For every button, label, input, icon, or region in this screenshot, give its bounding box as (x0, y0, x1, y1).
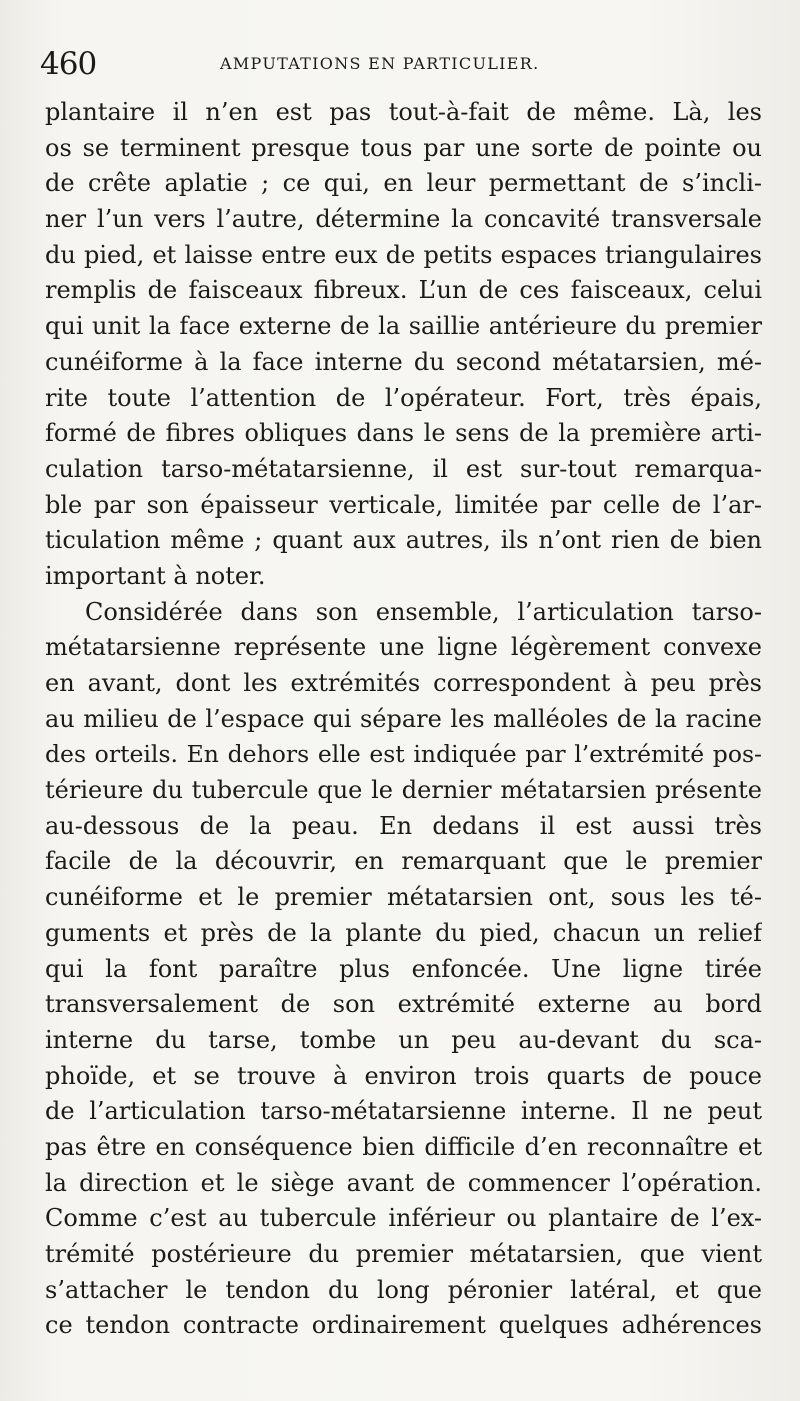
text-line: interne du tarse, tombe un peu au-devant du sca- (45, 1025, 762, 1054)
text-line: au-dessous de la peau. En dedans il est aussi très (45, 811, 762, 840)
text-line: qui unit la face externe de la saillie antérieure du premier (45, 312, 762, 341)
text-line: trémité postérieure du premier métatarsien, que vient (45, 1240, 762, 1268)
running-head: AMPUTATIONS EN PARTICULIER. (220, 54, 540, 73)
text-line: ble par son épaisseur verticale, limitée par celle de l’ar- (45, 490, 762, 519)
text-line: cunéiforme à la face interne du second métatarsien, mé- (45, 347, 762, 376)
text-line: térieure du tubercule que le dernier métatarsien présente (45, 776, 762, 805)
page-number: 460 (40, 46, 97, 82)
page-header (40, 44, 762, 84)
text-line: Considérée dans son ensemble, l’articulation tarso- (85, 597, 762, 626)
text-line: ticulation même ; quant aux autres, ils n’ont rien de bien (45, 526, 762, 555)
text-line: os se terminent presque tous par une sorte de pointe ou (45, 133, 762, 162)
text-line: remplis de faisceaux fibreux. L’un de ces faisceaux, celui (45, 276, 762, 305)
text-line: rite toute l’attention de l’opérateur. Fort, très épais, (45, 383, 762, 412)
text-line: Comme c’est au tubercule inférieur ou plantaire de l’ex- (45, 1204, 762, 1233)
text-line: transversalement de son extrémité externe au bord (45, 990, 762, 1019)
text-line: de l’articulation tarso-métatarsienne interne. Il ne peut (45, 1097, 762, 1126)
text-line: s’attacher le tendon du long péronier latéral, et que (45, 1275, 762, 1304)
text-line: cunéiforme et le premier métatarsien ont, sous les té- (45, 883, 762, 912)
text-line: du pied, et laisse entre eux de petits espaces triangulaires (45, 240, 762, 269)
text-line: des orteils. En dehors elle est indiquée par l’extrémité pos- (45, 740, 762, 769)
text-line: métatarsienne représente une ligne légèrement convexe (45, 633, 762, 662)
text-line: au milieu de l’espace qui sépare les malléoles de la racine (45, 704, 762, 733)
text-line: plantaire il n’en est pas tout-à-fait de même. Là, les (45, 98, 762, 126)
text-line: la direction et le siège avant de commencer l’opération. (45, 1168, 762, 1197)
text-line: ce tendon contracte ordinairement quelques adhérences (45, 1311, 762, 1340)
text-line: de crête aplatie ; ce qui, en leur permettant de s’incli- (45, 169, 762, 198)
text-line: guments et près de la plante du pied, chacun un relief (45, 918, 762, 947)
text-line: phoïde, et se trouve à environ trois quarts de pouce (45, 1061, 762, 1090)
text-line: facile de la découvrir, en remarquant que le premier (45, 847, 762, 876)
text-line: culation tarso-métatarsienne, il est sur-tout remarqua- (45, 454, 762, 483)
text-line: qui la font paraître plus enfoncée. Une ligne tirée (45, 954, 762, 983)
text-line: en avant, dont les extrémités correspondent à peu près (45, 669, 762, 697)
body-text (45, 95, 762, 1344)
text-line: pas être en conséquence bien difficile d’en reconnaître et (45, 1132, 762, 1161)
text-line: formé de fibres obliques dans le sens de la première arti- (45, 419, 762, 448)
text-line: ner l’un vers l’autre, détermine la concavité transversale (45, 205, 762, 234)
text-line: important à noter. (45, 561, 266, 590)
